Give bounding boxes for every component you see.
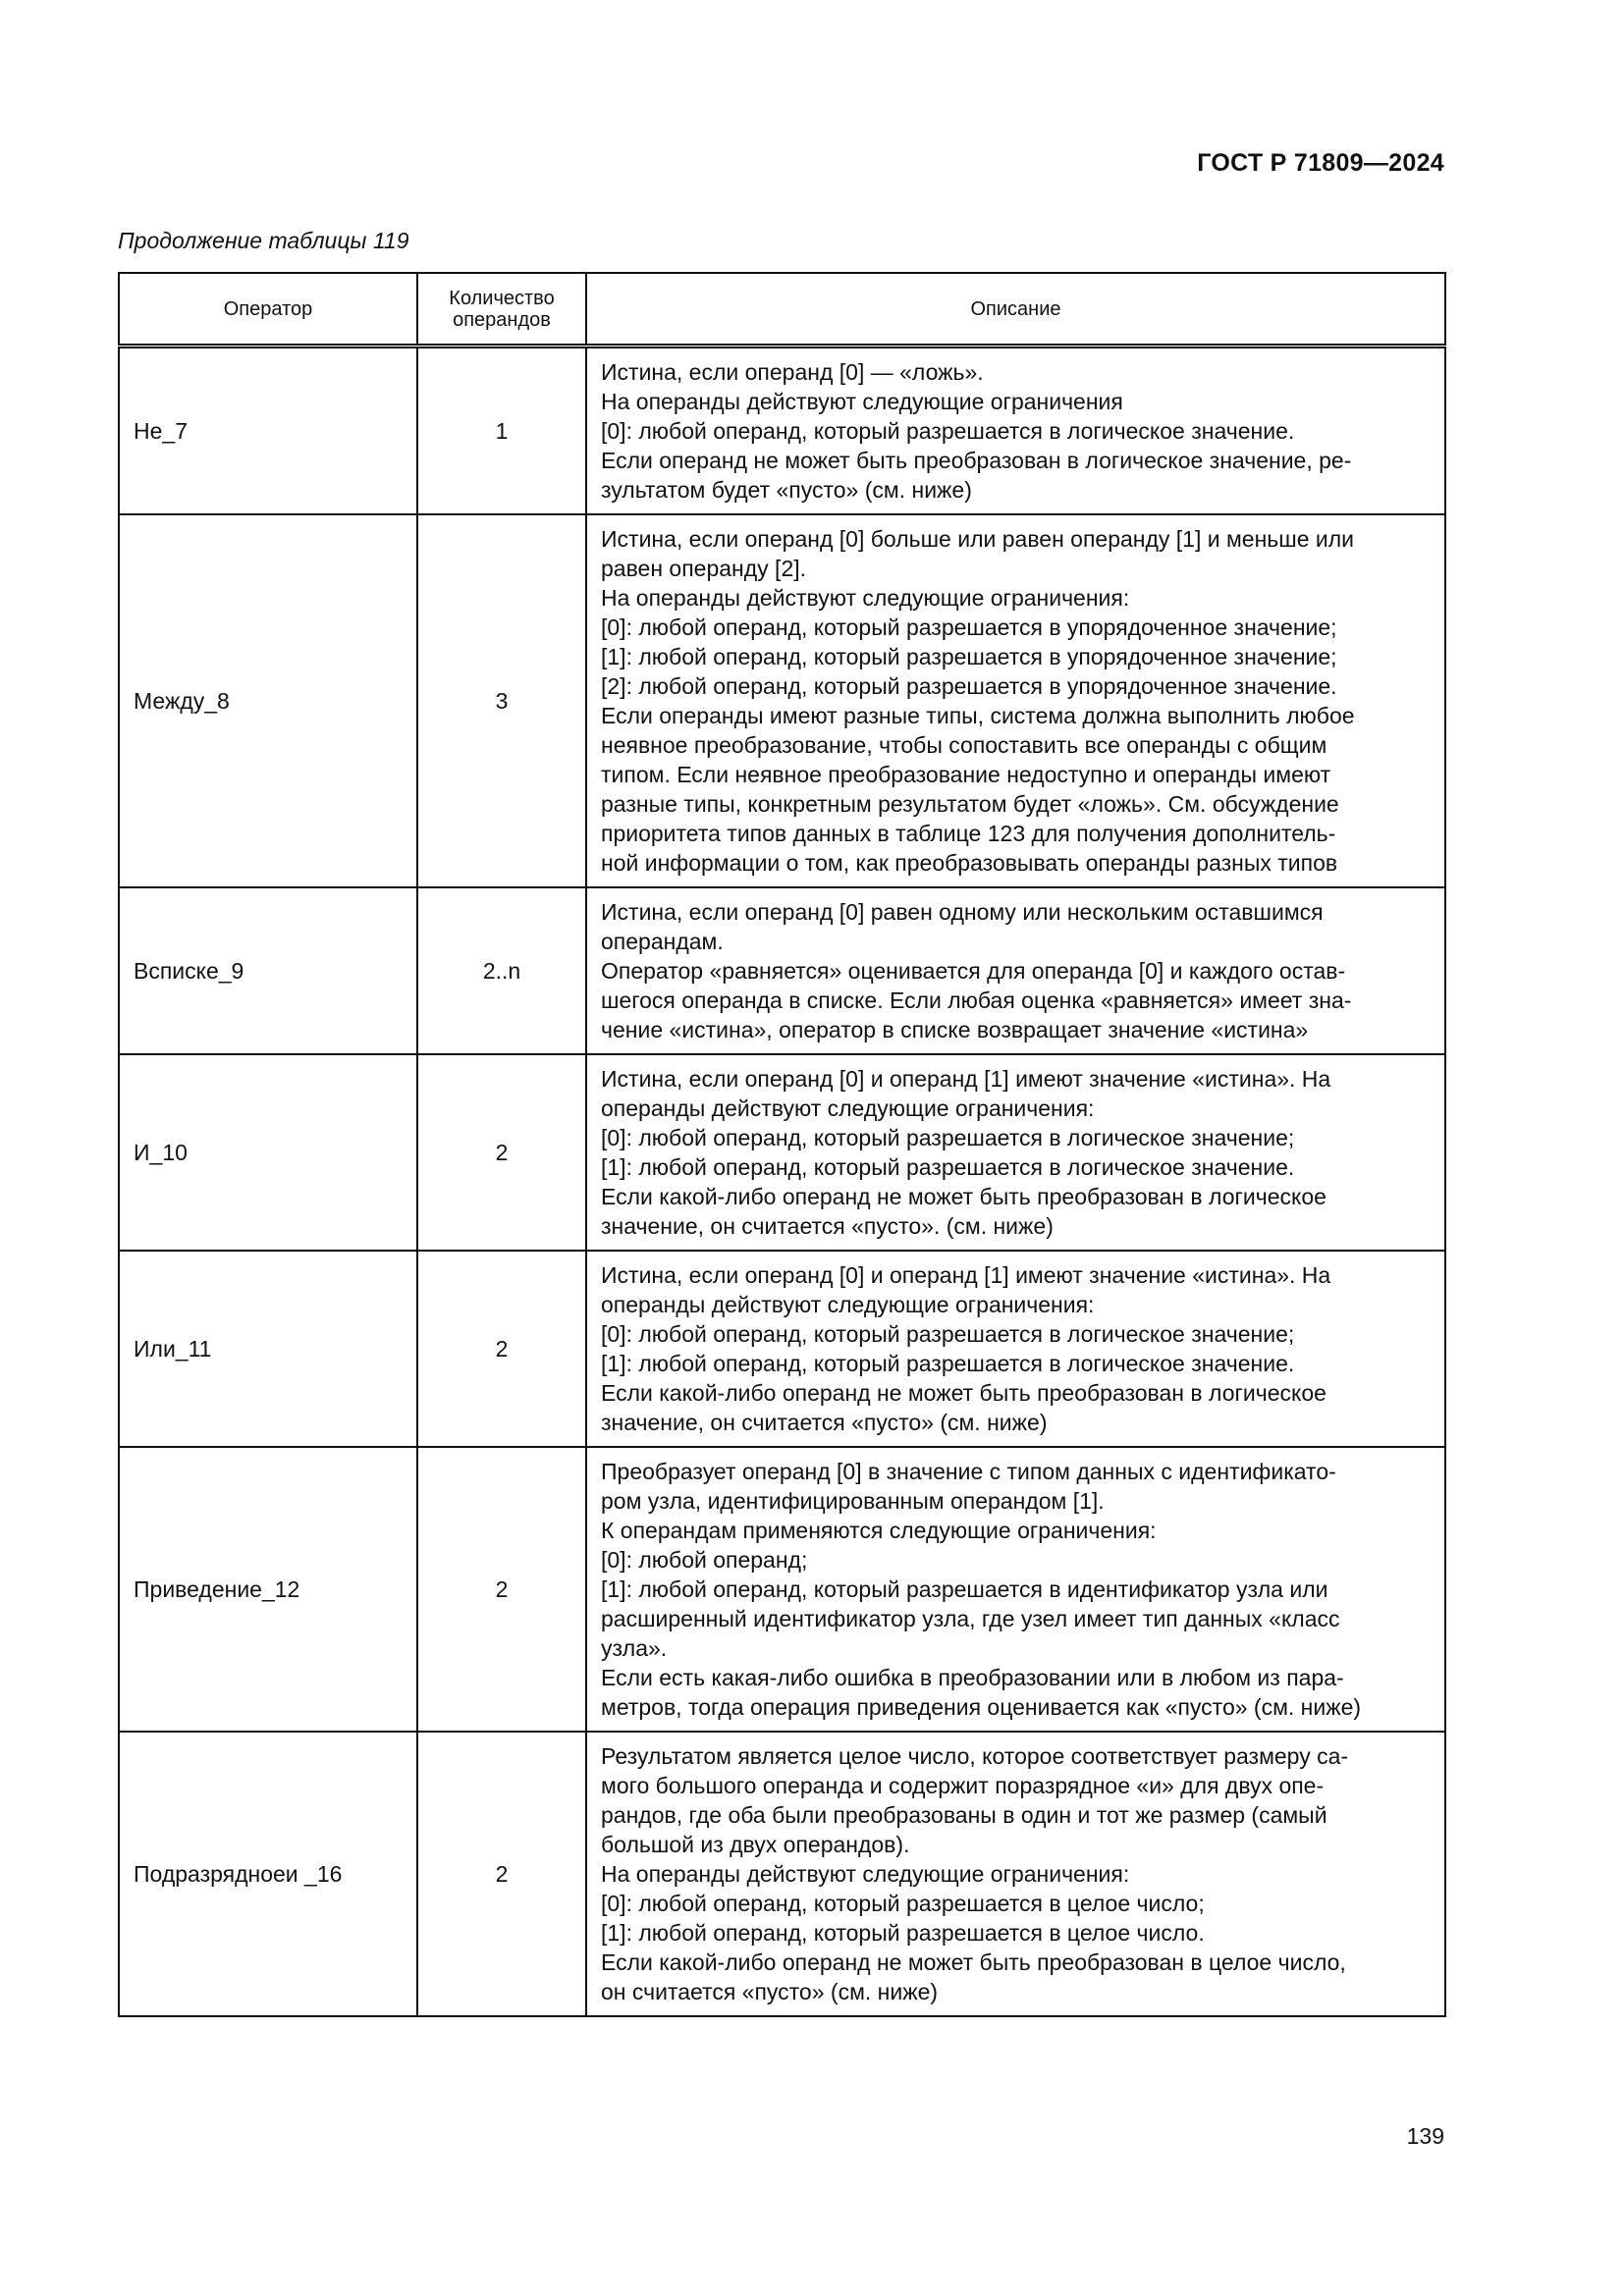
description-line: шегося операнда в списке. Если любая оценка «равняется» имеет зна- [601,988,1352,1013]
table-caption: Продолжение таблицы 119 [118,228,409,253]
operator-cell: Приведение_12 [119,1447,417,1732]
header-count-line: операндов [453,308,551,331]
operator-cell: Не_7 [119,347,417,515]
document-code: ГОСТ Р 71809—2024 [1197,149,1444,177]
description-line: К операндам применяются следующие ограничения: [601,1518,1157,1543]
operand-count-cell: 3 [417,514,586,887]
operator-cell: И_10 [119,1054,417,1251]
description-line: значение, он считается «пусто». (см. ниже) [601,1213,1054,1239]
operator-cell: Всписке_9 [119,887,417,1054]
description-line: Истина, если операнд [0] больше или равен операнду [1] и меньше или [601,526,1355,552]
operator-cell: Или_11 [119,1251,417,1447]
header-operator: Оператор [119,273,417,347]
description-line: он считается «пусто» (см. ниже) [601,1979,939,2004]
description-line: Если какой-либо операнд не может быть преобразован в логическое [601,1380,1326,1406]
header-description: Описание [586,273,1445,347]
description-line: Преобразует операнд [0] в значение с типом данных с идентификато- [601,1459,1336,1484]
table-row [119,514,1445,887]
description-line: большой из двух операндов). [601,1832,910,1857]
description-line: приоритета типов данных в таблице 123 для получения дополнитель- [601,821,1336,846]
description-line: [0]: любой операнд; [601,1547,808,1573]
description-line: Если операнды имеют разные типы, система должна выполнить любое [601,703,1355,728]
description-line: Истина, если операнд [0] — «ложь». [601,359,984,385]
description-line: [1]: любой операнд, который разрешается в логическое значение. [601,1351,1295,1376]
description-line: операнды действуют следующие ограничения: [601,1095,1095,1121]
description-line: ром узла, идентифицированным операндом [1]. [601,1488,1105,1514]
description-line: Если операнд не может быть преобразован в логическое значение, ре- [601,448,1352,473]
table-row [119,1251,1445,1447]
description-line: [0]: любой операнд, который разрешается в упорядоченное значение; [601,614,1337,640]
description-line: Результатом является целое число, которое соответствует размеру са- [601,1743,1349,1769]
operand-count-cell: 2 [417,1054,586,1251]
operand-count-cell: 2 [417,1251,586,1447]
description-line: операндам. [601,929,724,954]
page-number: 139 [1406,2123,1444,2149]
description-line: метров, тогда операция приведения оценивается как «пусто» (см. ниже) [601,1694,1362,1720]
table-row [119,887,1445,1054]
operator-cell: Подразрядноеи _16 [119,1732,417,2016]
description-cell [586,1251,1445,1447]
description-line: равен операнду [2]. [601,556,807,581]
description-line: операнды действуют следующие ограничения: [601,1292,1095,1317]
description-line: типом. Если неявное преобразование недоступно и операнды имеют [601,762,1331,787]
description-line: ной информации о том, как преобразовывать операнды разных типов [601,850,1338,876]
description-line: [1]: любой операнд, который разрешается в упорядоченное значение; [601,644,1337,669]
description-cell [586,347,1445,515]
description-line: [0]: любой операнд, который разрешается в целое число; [601,1891,1205,1916]
description-line: На операнды действуют следующие ограничения: [601,585,1130,611]
operators-table [118,272,1446,2017]
table-body [119,347,1445,2017]
operand-count-cell: 1 [417,347,586,515]
description-line: чение «истина», оператор в списке возвращает значение «истина» [601,1017,1309,1042]
description-line: Истина, если операнд [0] и операнд [1] имеют значение «истина». На [601,1262,1331,1288]
description-line: На операнды действуют следующие ограничения: [601,1861,1130,1887]
description-line: На операнды действуют следующие ограничения [601,389,1123,414]
description-line: [0]: любой операнд, который разрешается в логическое значение; [601,1321,1295,1347]
table-row [119,1054,1445,1251]
description-line: Истина, если операнд [0] и операнд [1] имеют значение «истина». На [601,1066,1331,1092]
description-line: неявное преобразование, чтобы сопоставить все операнды с общим [601,732,1327,758]
description-line: [2]: любой операнд, который разрешается в упорядоченное значение. [601,673,1337,699]
description-cell [586,1054,1445,1251]
description-line: Если какой-либо операнд не может быть преобразован в целое число, [601,1949,1346,1975]
description-line: рандов, где оба были преобразованы в один и тот же размер (самый [601,1802,1327,1828]
description-cell [586,1732,1445,2016]
operand-count-cell: 2 [417,1732,586,2016]
description-line: [1]: любой операнд, который разрешается в логическое значение. [601,1154,1295,1180]
header-count [417,273,586,347]
description-line: узла». [601,1635,668,1661]
description-cell [586,887,1445,1054]
table-header-row [119,273,1445,347]
description-line: [0]: любой операнд, который разрешается в логическое значение; [601,1125,1295,1150]
description-line: Если есть какая-либо ошибка в преобразовании или в любом из пара- [601,1665,1344,1690]
description-line: [1]: любой операнд, который разрешается в идентификатор узла или [601,1576,1328,1602]
description-line: зультатом будет «пусто» (см. ниже) [601,477,972,503]
description-line: расширенный идентификатор узла, где узел имеет тип данных «класс [601,1606,1340,1631]
table-row [119,347,1445,515]
description-line: мого большого операнда и содержит поразрядное «и» для двух опе- [601,1773,1325,1798]
header-count-line: Количество [449,287,555,309]
operator-cell: Между_8 [119,514,417,887]
description-line: [0]: любой операнд, который разрешается в логическое значение. [601,418,1295,444]
description-line: [1]: любой операнд, который разрешается в целое число. [601,1920,1205,1946]
description-cell [586,1447,1445,1732]
operand-count-cell: 2 [417,1447,586,1732]
table-row [119,1732,1445,2016]
table-row [119,1447,1445,1732]
description-cell [586,514,1445,887]
description-line: Истина, если операнд [0] равен одному или нескольким оставшимся [601,899,1324,925]
operand-count-cell: 2..n [417,887,586,1054]
description-line: Оператор «равняется» оценивается для операнда [0] и каждого остав- [601,958,1346,984]
description-line: значение, он считается «пусто» (см. ниже) [601,1410,1048,1435]
description-line: Если какой-либо операнд не может быть преобразован в логическое [601,1184,1326,1209]
description-line: разные типы, конкретным результатом будет «ложь». См. обсуждение [601,791,1339,817]
